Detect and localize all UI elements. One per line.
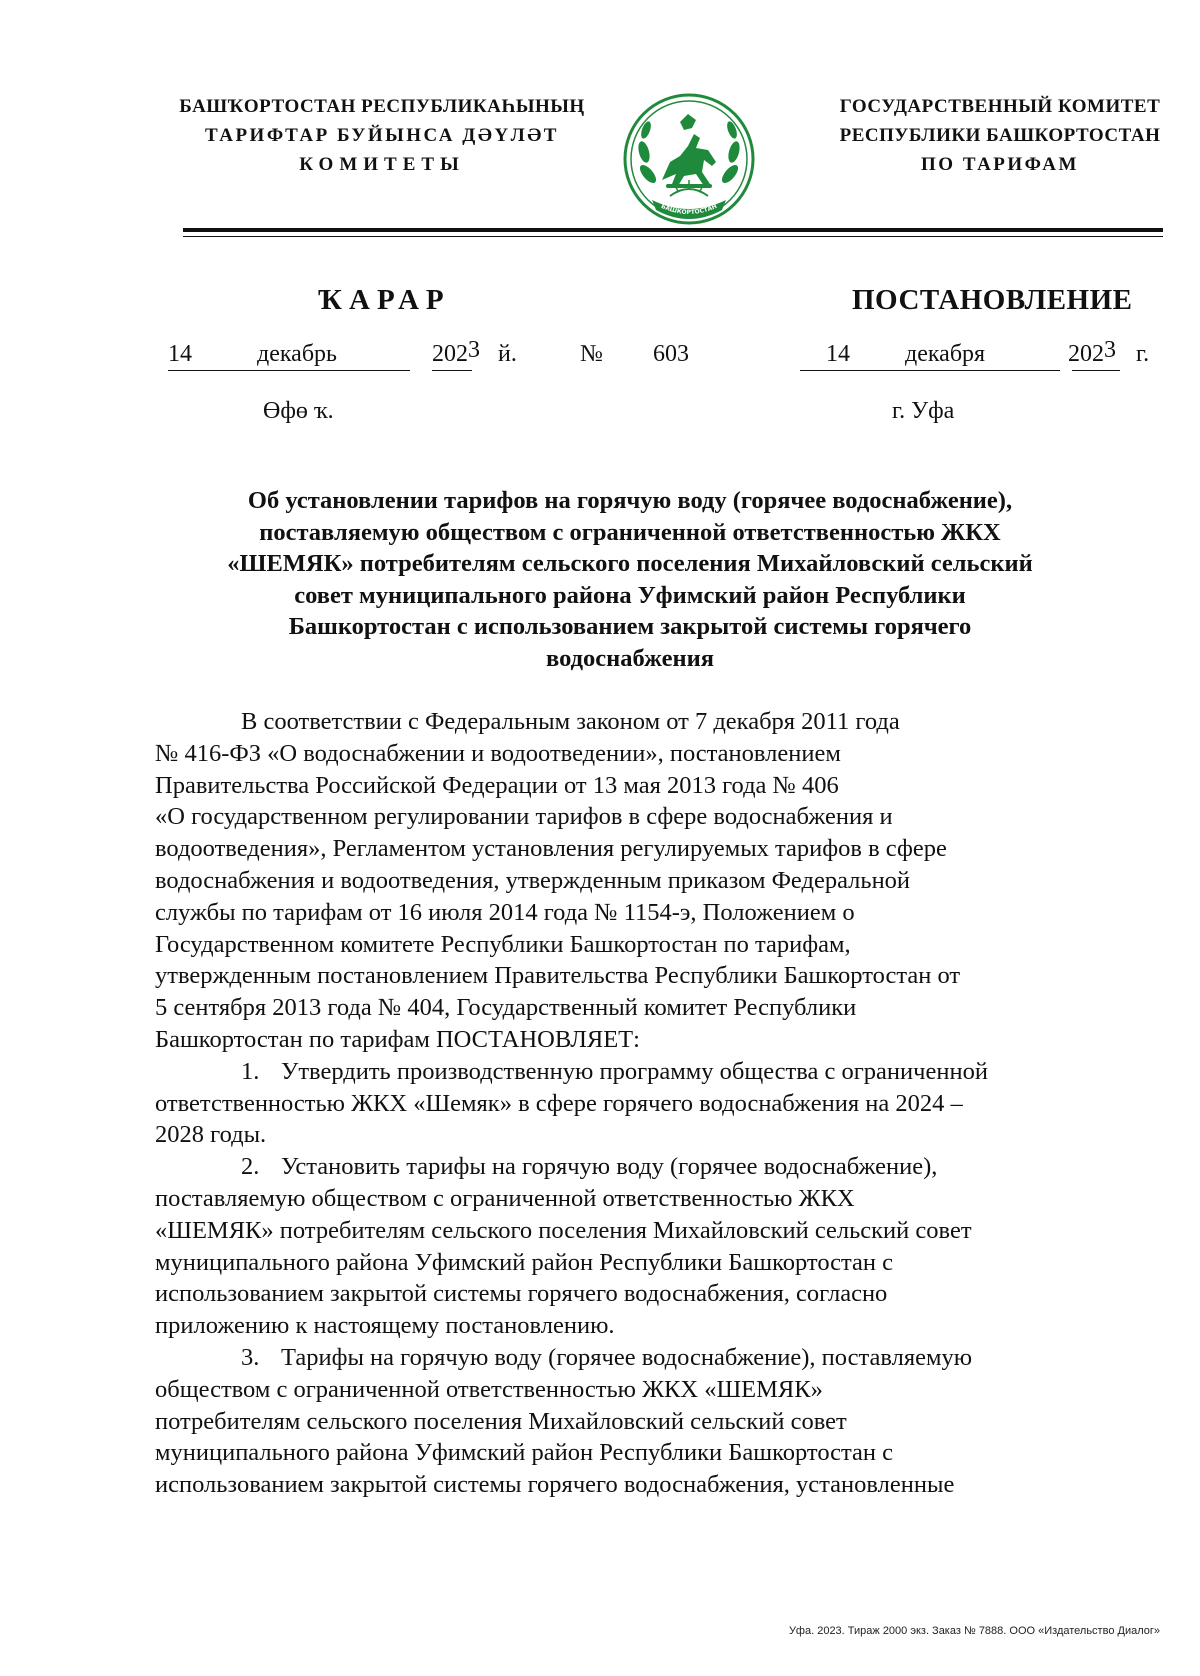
city-bashkir: Өфө ҡ. [263, 398, 334, 424]
body-line: водоснабжения и водоотведения, утвержденным приказом Федеральной [155, 866, 911, 894]
letterhead-bashkir-line-2: ТАРИФТАР БУЙЫНСА ДӘҮЛӘТ [205, 125, 559, 146]
body-line: 2028 годы. [155, 1121, 267, 1149]
letterhead-russian-line-1: ГОСУДАРСТВЕННЫЙ КОМИТЕТ [839, 96, 1161, 117]
body-line: Государственном комитете Республики Башкортостан по тарифам, [155, 930, 851, 958]
body-line: муниципального района Уфимский район Республики Башкортостан с [155, 1439, 894, 1467]
body-line: Башкортостан по тарифам ПОСТАНОВЛЯЕТ: [155, 1025, 640, 1053]
item-1-first-text: Утвердить производственную программу общества с ограниченной [281, 1057, 988, 1085]
date-right-day: 14 [826, 341, 850, 367]
date-right-suffix: г. [1136, 341, 1150, 367]
letterhead-bashkir [172, 92, 592, 179]
body-line: «О государственном регулировании тарифов в сфере водоснабжения и [155, 803, 893, 831]
title-line: поставляемую обществом с ограниченной ответственностью ЖКХ [259, 518, 1001, 546]
body-line: приложению к настоящему постановлению. [155, 1312, 615, 1340]
date-left-year-prefix: 202 [432, 341, 468, 367]
date-right-underline [800, 370, 1060, 371]
body-line: обществом с ограниченной ответственностью ЖКХ «ШЕМЯК» [155, 1375, 823, 1403]
title-line: Об установлении тарифов на горячую воду (горячее водоснабжение), [247, 487, 1013, 514]
item-1-number: 1. [241, 1057, 260, 1085]
item-3-first-text: Тарифы на горячую воду (горячее водоснабжение), поставляемую [281, 1343, 973, 1371]
item-3-first-line [155, 1342, 1113, 1374]
date-right-year-prefix: 202 [1068, 341, 1104, 367]
coat-of-arms-emblem [622, 92, 756, 226]
letterhead-russian-line-3: ПО ТАРИФАМ [921, 154, 1079, 175]
item-1-first-line [155, 1056, 1113, 1088]
item-3-number: 3. [241, 1343, 260, 1371]
letterhead-bashkir-line-3: КОМИТЕТЫ [299, 154, 465, 175]
body-line: использованием закрытой системы горячего водоснабжения, установленные [155, 1471, 955, 1499]
date-left-year [432, 338, 480, 370]
title-line: совет муниципального района Уфимский район Республики [294, 581, 966, 609]
body-line: потребителям сельского поселения Михайловский сельский совет [155, 1407, 847, 1435]
body-line: утвержденным постановлением Правительства Республики Башкортостан от [155, 962, 961, 990]
doc-type-bashkir: ҠАРАР [318, 284, 451, 316]
document-title [150, 485, 1110, 674]
date-left-year-digit: 3 [468, 337, 480, 363]
date-left-underline [168, 370, 410, 371]
date-left-day: 14 [168, 341, 192, 367]
date-right-year-digit: 3 [1104, 337, 1116, 363]
date-left-month: декабрь [257, 341, 337, 367]
body-line: № 416-ФЗ «О водоснабжении и водоотведении», постановлением [155, 739, 841, 767]
body-line: поставляемую обществом с ограниченной ответственностью ЖКХ [155, 1184, 855, 1212]
item-2-first-text: Установить тарифы на горячую воду (горячее водоснабжение), [281, 1153, 938, 1181]
body-line: использованием закрытой системы горячего водоснабжения, согласно [155, 1280, 888, 1308]
preamble-paragraph [155, 706, 1113, 1056]
title-line: «ШЕМЯК» потребителям сельского поселения Михайловский сельский [227, 550, 1033, 577]
body-line: В соответствии с Федеральным законом от 7 декабря 2011 года [241, 708, 900, 735]
body-line: Правительства Российской Федерации от 13 мая 2013 года № 406 [155, 771, 839, 799]
letterhead-russian [790, 92, 1200, 179]
item-2-first-line [155, 1151, 1113, 1183]
title-line: водоснабжения [546, 644, 714, 672]
date-right-month: декабря [905, 341, 986, 367]
letterhead-russian-line-2: РЕСПУБЛИКИ БАШКОРТОСТАН [839, 125, 1161, 146]
document-body [155, 706, 1113, 1501]
city-russian: г. Уфа [892, 398, 955, 424]
title-line: Башкортостан с использованием закрытой системы горячего [288, 613, 972, 640]
body-line: водоотведения», Регламентом установления регулируемых тарифов в сфере [155, 835, 947, 863]
body-line: ответственностью ЖКХ «Шемяк» в сфере горячего водоснабжения на 2024 – [155, 1089, 963, 1117]
date-right-year [1068, 338, 1116, 370]
print-footer: Уфа. 2023. Тираж 2000 экз. Заказ № 7888. ООО «Издательство Диалог» [788, 1625, 1160, 1637]
number-sign: № [580, 341, 603, 367]
year-left-underline [432, 370, 472, 371]
letterhead-rule-thin [183, 236, 1163, 237]
body-line: «ШЕМЯК» потребителям сельского поселения Михайловский сельский совет [155, 1216, 972, 1244]
body-line: службы по тарифам от 16 июля 2014 года № 1154-э, Положением о [155, 898, 855, 926]
body-line: 5 сентября 2013 года № 404, Государственный комитет Республики [155, 994, 857, 1022]
document-number: 603 [653, 341, 689, 367]
letterhead-bashkir-line-1: БАШҠОРТОСТАН РЕСПУБЛИКАҺЫНЫҢ [179, 96, 585, 117]
item-1 [155, 1056, 1113, 1151]
letterhead-rule-thick [183, 228, 1163, 232]
item-3 [155, 1342, 1113, 1501]
body-line: муниципального района Уфимский район Республики Башкортостан с [155, 1248, 894, 1276]
emblem-ribbon-text: БАШКОРТОСТАН [659, 202, 719, 217]
year-right-underline [1072, 370, 1120, 371]
item-2 [155, 1151, 1113, 1342]
doc-type-russian: ПОСТАНОВЛЕНИЕ [852, 284, 1133, 316]
item-2-number: 2. [241, 1153, 260, 1181]
date-left-suffix: й. [498, 341, 517, 367]
